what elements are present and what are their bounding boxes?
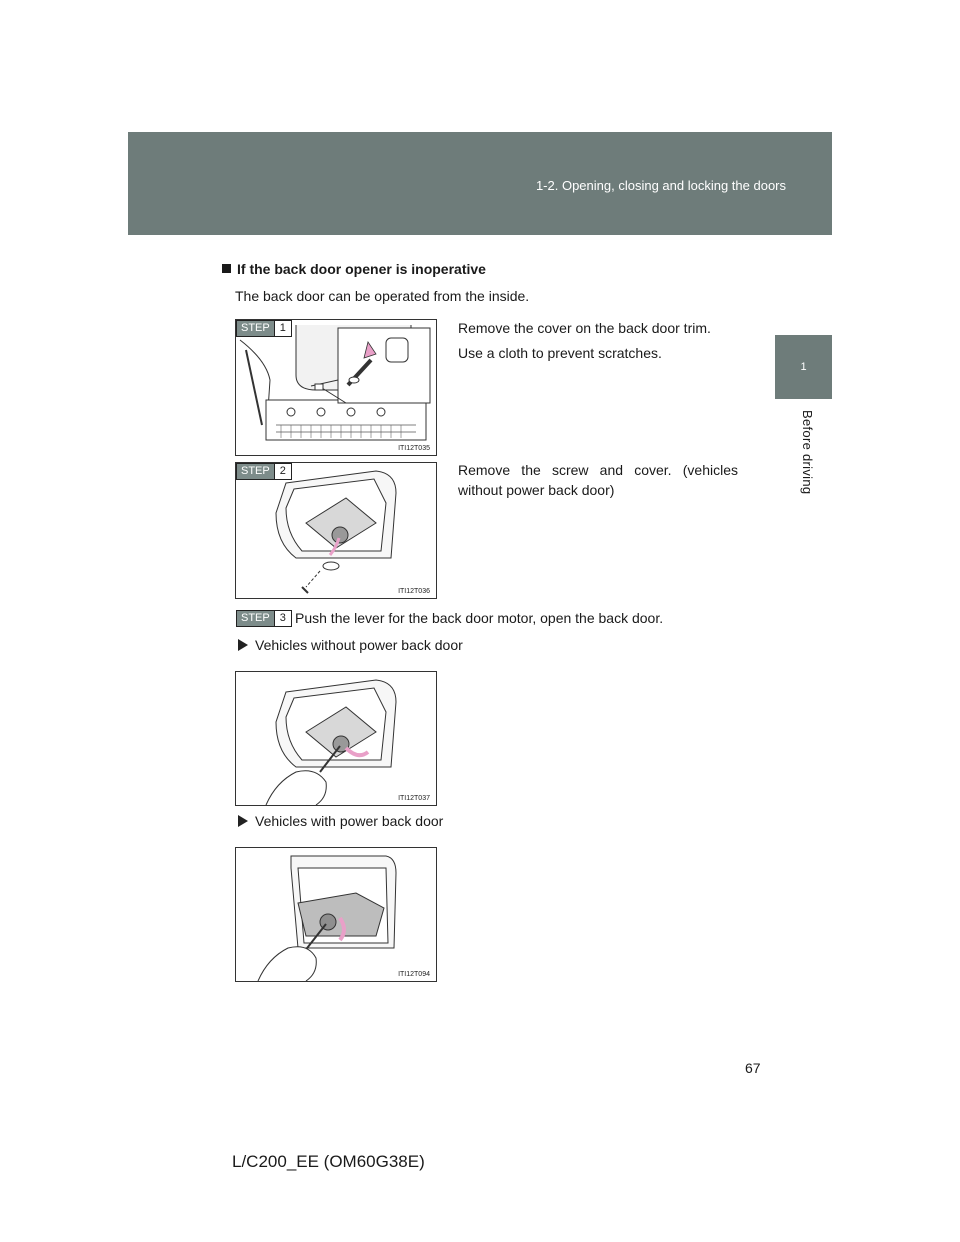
step-badge-label: STEP [237, 321, 274, 336]
section-intro: The back door can be operated from the inside. [235, 288, 530, 304]
model-code: L/C200_EE (OM60G38E) [232, 1152, 425, 1171]
figure-step-1 [235, 319, 437, 456]
screw-cover-illustration [236, 463, 436, 598]
step-badge-2 [236, 463, 292, 480]
section-heading-text: If the back door opener is inoperative [237, 261, 486, 277]
step-badge-label: STEP [237, 464, 274, 479]
step-badge-label: STEP [237, 611, 274, 626]
variant-with-power: Vehicles with power back door [255, 813, 444, 829]
figure-code: ITI12T094 [398, 971, 430, 978]
page-number: 67 [745, 1060, 761, 1076]
chapter-tab: 1 [775, 335, 832, 399]
back-door-trim-illustration [236, 320, 436, 455]
step-badge-number: 2 [274, 464, 291, 479]
header-bar [128, 132, 832, 235]
step-badge-number: 1 [274, 321, 291, 336]
triangle-bullet-icon [238, 639, 248, 651]
figure-step-2 [235, 462, 437, 599]
triangle-bullet-icon [238, 815, 248, 827]
figure-code: ITI12T037 [398, 795, 430, 802]
step-1-note: Use a cloth to prevent scratches. [458, 345, 662, 361]
figure-with-power [235, 847, 437, 982]
power-lever-illustration [236, 848, 436, 981]
step-badge-1 [236, 320, 292, 337]
variant-without-power: Vehicles without power back door [255, 637, 463, 653]
lever-push-illustration [236, 672, 436, 805]
square-bullet-icon [222, 264, 231, 273]
step-badge-3 [236, 610, 292, 627]
chapter-side-label: Before driving [800, 410, 815, 495]
figure-code: ITI12T035 [398, 445, 430, 452]
step-2-text: Remove the screw and cover. (vehicles without power back door) [458, 462, 738, 498]
step-3-text: Push the lever for the back door motor, open the back door. [295, 610, 664, 626]
figure-without-power [235, 671, 437, 806]
section-heading [222, 261, 486, 277]
step-badge-number: 3 [274, 611, 291, 626]
step-1-text: Remove the cover on the back door trim. [458, 320, 711, 336]
chapter-title: 1-2. Opening, closing and locking the doors [535, 178, 786, 193]
figure-code: ITI12T036 [398, 588, 430, 595]
